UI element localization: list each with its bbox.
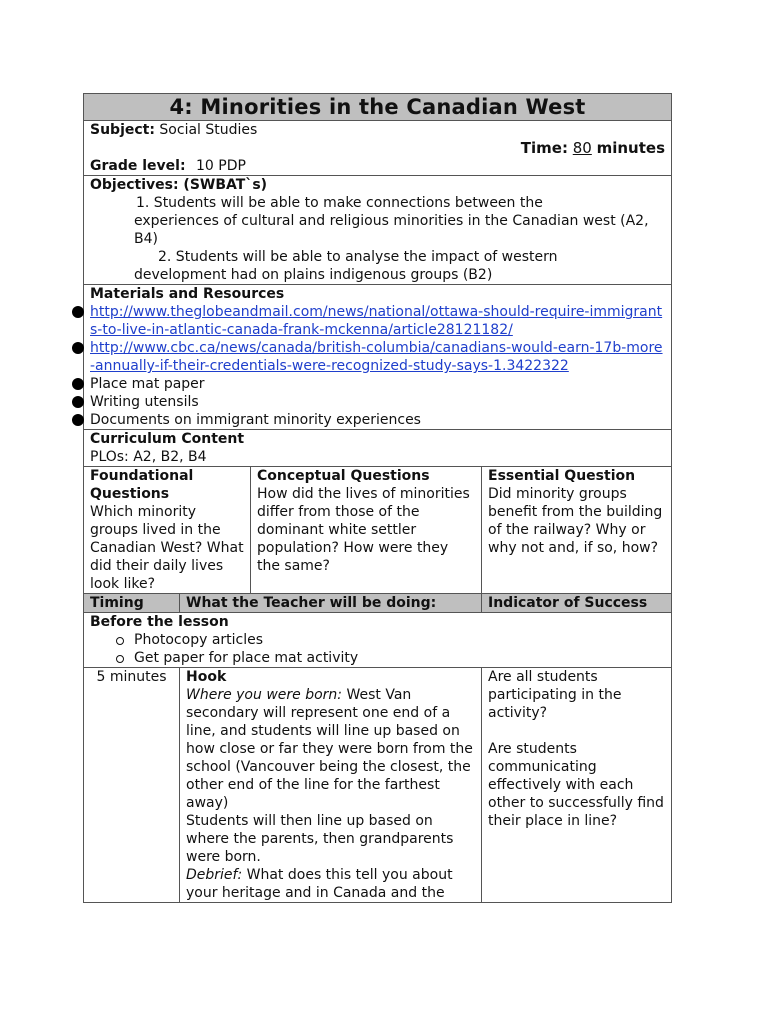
essential-text: Did minority groups benefit from the building of the railway? Why or why not and, if so, how? bbox=[488, 486, 663, 556]
objectives-cell bbox=[84, 176, 672, 285]
objective-2-line1: 2. Students will be able to analyse the impact of western bbox=[158, 249, 558, 265]
objective-2 bbox=[90, 248, 665, 284]
lesson-plan-document bbox=[83, 93, 671, 903]
hook-text-debrief: What does this tell you about your heritage and in Canada and the bbox=[186, 867, 453, 901]
objective-1 bbox=[90, 194, 665, 248]
hook-activity-cell bbox=[180, 668, 482, 903]
curriculum-cell bbox=[84, 430, 672, 467]
subject-value: Social Studies bbox=[159, 122, 258, 138]
conceptual-text: How did the lives of minorities differ from those of the dominant white settler population? How were they the same? bbox=[257, 486, 470, 574]
hook-heading: Hook bbox=[186, 669, 227, 685]
page-title: 4: Minorities in the Canadian West bbox=[84, 94, 672, 121]
material-text: Place mat paper bbox=[90, 376, 205, 392]
cbc-link[interactable]: http://www.cbc.ca/news/canada/british-columbia/canadians-would-earn-17b-more-annually-if-their-credentials-were-recognized-study-says-1.3422322 bbox=[90, 340, 663, 374]
materials-heading: Materials and Resources bbox=[90, 286, 285, 302]
column-header-indicator: Indicator of Success bbox=[482, 594, 672, 613]
material-text: Documents on immigrant minority experiences bbox=[90, 412, 421, 428]
material-item-link-1 bbox=[90, 303, 665, 339]
hook-paragraph-2: Students will then line up based on where the parents, then grandparents were born. bbox=[186, 813, 454, 865]
objective-2-rest: development had on plains indigenous groups (B2) bbox=[134, 267, 493, 283]
indicator-communication: Are students communicating effectively with each other to successfully find their place in line? bbox=[488, 741, 664, 829]
material-item bbox=[90, 411, 665, 429]
circle-bullet-icon bbox=[116, 637, 124, 645]
before-lesson-text: Get paper for place mat activity bbox=[134, 650, 359, 666]
material-text: Writing utensils bbox=[90, 394, 199, 410]
bullet-icon bbox=[72, 414, 84, 426]
bullet-icon bbox=[72, 378, 84, 390]
plos-text: PLOs: A2, B2, B4 bbox=[90, 449, 207, 465]
hook-paragraph-1 bbox=[186, 686, 475, 812]
hook-paragraph-3 bbox=[186, 866, 475, 902]
hook-italic-born: Where you were born: bbox=[186, 687, 343, 703]
before-lesson-item bbox=[90, 631, 665, 649]
material-item bbox=[90, 393, 665, 411]
bullet-icon bbox=[72, 342, 84, 354]
hook-italic-debrief: Debrief: bbox=[186, 867, 243, 883]
before-lesson-cell bbox=[84, 613, 672, 668]
time-label: Time: bbox=[520, 139, 568, 157]
materials-cell bbox=[84, 285, 672, 430]
objective-1-rest: experiences of cultural and religious minorities in the Canadian west (A2, B4) bbox=[134, 213, 649, 247]
subject-label: Subject: bbox=[90, 122, 155, 138]
material-item-link-2 bbox=[90, 339, 665, 375]
grade-label: Grade level: bbox=[90, 158, 186, 174]
time-line bbox=[90, 139, 665, 157]
lesson-plan-table bbox=[83, 93, 672, 903]
subject-line bbox=[90, 121, 665, 139]
globe-and-mail-link[interactable]: http://www.theglobeandmail.com/news/national/ottawa-should-require-immigrants-to-live-in-atlantic-canada-frank-mckenna/article28121182/ bbox=[90, 304, 663, 338]
foundational-cell bbox=[84, 467, 251, 594]
before-lesson-text: Photocopy articles bbox=[134, 632, 264, 648]
bullet-icon bbox=[72, 306, 84, 318]
grade-value: 10 PDP bbox=[196, 158, 246, 174]
conceptual-cell bbox=[251, 467, 482, 594]
grade-line bbox=[90, 157, 665, 175]
hook-timing-cell: 5 minutes bbox=[84, 668, 180, 903]
subject-time-grade-cell bbox=[84, 121, 672, 176]
bullet-icon bbox=[72, 396, 84, 408]
circle-bullet-icon bbox=[116, 655, 124, 663]
time-unit: minutes bbox=[596, 139, 666, 157]
indicator-spacer bbox=[488, 722, 665, 740]
foundational-heading: Foundational Questions bbox=[90, 468, 194, 502]
foundational-text: Which minority groups lived in the Canadian West? What did their daily lives look like? bbox=[90, 504, 244, 592]
objectives-heading: Objectives: (SWBAT`s) bbox=[90, 177, 268, 193]
essential-cell bbox=[482, 467, 672, 594]
objective-1-line1: 1. Students will be able to make connections between the bbox=[136, 195, 543, 211]
conceptual-heading: Conceptual Questions bbox=[257, 468, 430, 484]
time-value: 80 bbox=[572, 139, 592, 157]
material-item bbox=[90, 375, 665, 393]
essential-heading: Essential Question bbox=[488, 468, 636, 484]
column-header-timing: Timing bbox=[84, 594, 180, 613]
before-lesson-heading: Before the lesson bbox=[90, 614, 229, 630]
indicator-participation: Are all students participating in the activity? bbox=[488, 669, 622, 721]
hook-indicator-cell bbox=[482, 668, 672, 903]
hook-text-born: West Van secondary will represent one end of a line, and students will line up based on how close or far they were born from the school (Vancouver being the closest, the other end of the line for the farthest away) bbox=[186, 687, 473, 811]
column-header-teacher: What the Teacher will be doing: bbox=[180, 594, 482, 613]
before-lesson-item bbox=[90, 649, 665, 667]
curriculum-heading: Curriculum Content bbox=[90, 431, 245, 447]
